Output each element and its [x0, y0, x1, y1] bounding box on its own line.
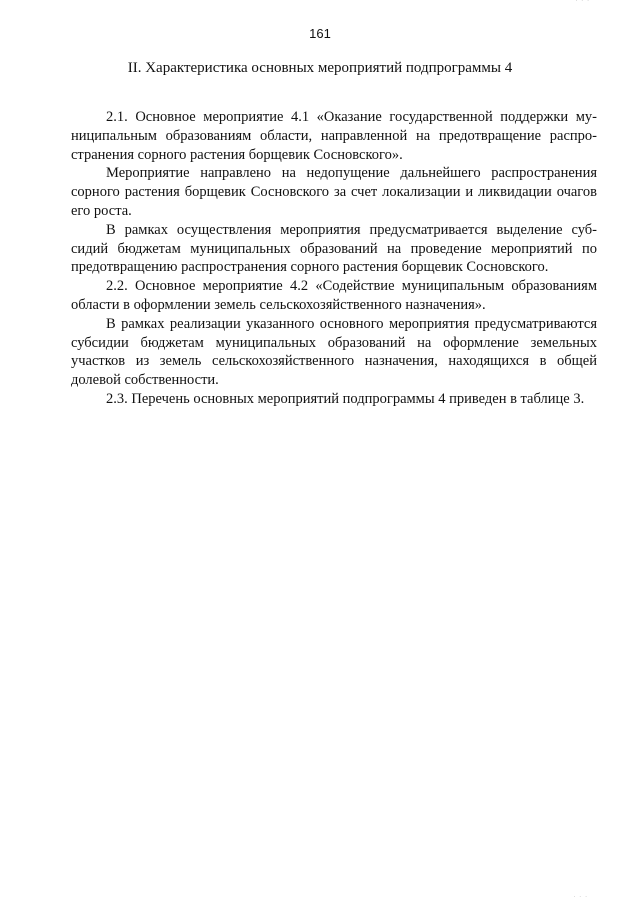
paragraph-2-2: 2.2. Основное мероприятие 4.2 «Содействие муниципальным образованиям области в оформлении земель сельскохозяйственного назначения». [71, 278, 597, 313]
paragraph-subsidies-4-2: В рамках реализации указанного основного мероприятия предусматриваются субсидии бюджетам муниципальных образований на оформление земельных участков из земель сельскохозяйственного назначения, находящихся в общей долевой собственности. [71, 315, 597, 389]
scan-artifact-mark: · · · [573, 894, 588, 901]
scan-artifact-mark: · · · [575, 0, 590, 5]
paragraph-2-1: 2.1. Основное мероприятие 4.1 «Оказание государственной поддержки муниципальным образованиям области, направленной на предотвращение распространения сорного растения борщевик Сосновского». [71, 109, 597, 163]
paragraph-measure-goal: Мероприятие направлено на недопущение дальнейшего распространения сорного растения борщевик Сосновского за счет локализации и ликвидации очагов его роста. [71, 165, 597, 219]
paragraph-2-3: 2.3. Перечень основных мероприятий подпрограммы 4 приведен в таблице 3. [106, 390, 585, 407]
paragraph-subsidies-4-1: В рамках осуществления мероприятия предусматривается выделение субсидий бюджетам муниципальных образований на проведение мероприятий по предотвращению распространения сорного растения борщевик Сосновского. [71, 221, 597, 276]
body-text [71, 108, 597, 409]
page-number: 161 [309, 26, 331, 41]
section-title: II. Характеристика основных мероприятий подпрограммы 4 [127, 60, 513, 76]
